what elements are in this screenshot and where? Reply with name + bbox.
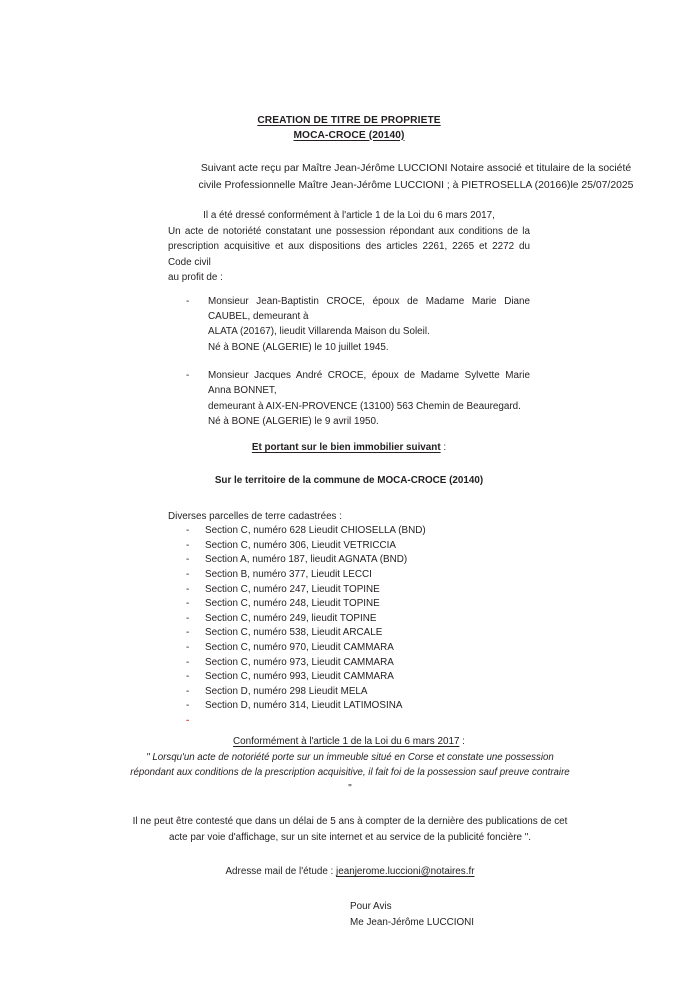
property-heading-text: Et portant sur le bien immobilier suivant: [251, 442, 441, 454]
parcel-text: Section C, numéro 248, Lieudit TOPINE: [205, 598, 380, 610]
beneficiary-line-1: Monsieur Jean-Baptistin CROCE, époux de Madame Marie Diane CAUBEL, demeurant à: [208, 295, 530, 323]
bullet-dash: -: [186, 598, 190, 610]
intro-centered-line: Il a été dressé conformément à l'article 1 de la Loi du 6 mars 2017,: [203, 210, 495, 221]
beneficiary-line-1: Monsieur Jacques André CROCE, époux de Madame Sylvette Marie Anna BONNET,: [208, 370, 530, 397]
document-title: [168, 114, 530, 143]
parcel-item: [168, 612, 530, 627]
law-quote-heading-colon: :: [459, 735, 465, 747]
study-email-line: [100, 866, 600, 877]
law-quote-line-2: répondant aux conditions de la prescription acquisitive, il fait foi de la possession sauf preuve contraire: [130, 767, 570, 779]
lead-line-2: civile Professionnelle Maître Jean-Jérôme LUCCIONI ; à PIETROSELLA (20166)le 25/07/2025: [198, 179, 634, 191]
parcel-item: [168, 685, 530, 700]
bullet-dash: -: [186, 714, 190, 726]
parcel-text: Section C, numéro 249, lieudit TOPINE: [205, 612, 377, 624]
study-email-address[interactable]: jeanjerome.luccioni@notaires.fr: [336, 866, 475, 878]
beneficiary-item: [168, 368, 530, 429]
bullet-dash: -: [186, 569, 190, 581]
bullet-dash: -: [186, 642, 190, 653]
parcel-text: Section C, numéro 993, Lieudit CAMMARA: [205, 671, 394, 683]
law-quote-line-1: " Lorsqu'un acte de notoriété porte sur un immeuble situé en Corse et constate une possession: [146, 751, 554, 763]
parcel-text: Section C, numéro 306, Lieudit VETRICCIA: [205, 539, 397, 551]
law-quote-heading: [168, 736, 530, 747]
beneficiary-line-2: demeurant à AIX-EN-PROVENCE (13100) 563 Chemin de Beauregard.: [208, 400, 521, 412]
bullet-dash: -: [186, 627, 190, 639]
signature-line-1: Pour Avis: [350, 901, 392, 913]
parcel-text: Section C, numéro 538, Lieudit ARCALE: [205, 627, 383, 639]
bullet-dash: -: [186, 656, 190, 668]
bullet-dash: -: [186, 295, 190, 307]
contestation-line-2: acte par voie d'affichage, sur un site internet et au service de la publicité foncière ".: [168, 832, 531, 844]
parcel-text: Section C, numéro 970, Lieudit CAMMARA: [205, 642, 394, 653]
commune-heading: Sur le territoire de la commune de MOCA-CROCE (20140): [214, 475, 484, 487]
parcel-text: Section C, numéro 973, Lieudit CAMMARA: [205, 656, 394, 668]
parcel-item: [168, 583, 530, 598]
parcel-text: Section A, numéro 187, lieudit AGNATA (BND): [205, 554, 408, 566]
intro-body: Un acte de notoriété constatant une possession répondant aux conditions de la prescription acquisitive et aux dispositions des articles 2261, 2265 et 2272 du Code civil: [168, 225, 530, 268]
parcel-item: [168, 553, 530, 568]
title-line-1: CREATION DE TITRE DE PROPRIETE: [257, 115, 441, 126]
parcel-text: Section C, numéro 247, Lieudit TOPINE: [205, 583, 380, 595]
lead-line-1: Suivant acte reçu par Maître Jean-Jérôme LUCCIONI Notaire associé et titulaire de la société: [200, 163, 632, 174]
beneficiary-line-2: ALATA (20167), lieudit Villarenda Maison du Soleil.: [208, 326, 430, 338]
bullet-dash: -: [186, 583, 190, 595]
parcel-text: Section D, numéro 298 Lieudit MELA: [205, 685, 368, 697]
bullet-dash: -: [186, 370, 190, 382]
bullet-dash: -: [186, 612, 190, 624]
intro-tail: au profit de :: [168, 272, 223, 284]
parcel-item: [168, 626, 530, 641]
bullet-dash: -: [186, 525, 190, 537]
parcel-item: [168, 539, 530, 554]
bullet-dash: -: [186, 700, 190, 712]
signature-line-2: Me Jean-Jérôme LUCCIONI: [350, 916, 475, 928]
beneficiary-item: [168, 294, 530, 355]
document-body: [130, 114, 634, 930]
law-quote-line-3: ": [348, 782, 352, 794]
beneficiaries-list: [168, 294, 530, 429]
contestation-paragraph: [100, 814, 600, 846]
bullet-dash: -: [186, 554, 190, 566]
bullet-dash: -: [186, 539, 190, 551]
contestation-line-1: Il ne peut être contesté que dans un délai de 5 ans à compter de la dernière des publications de cet: [132, 816, 568, 828]
beneficiary-line-3: Né à BONE (ALGERIE) le 9 avril 1950.: [208, 415, 379, 427]
parcel-item: [168, 656, 530, 671]
parcel-text: Section C, numéro 628 Lieudit CHIOSELLA (BND): [205, 525, 426, 537]
beneficiary-line-3: Né à BONE (ALGERIE) le 10 juillet 1945.: [208, 341, 389, 353]
title-line-2: MOCA-CROCE (20140): [293, 129, 405, 141]
parcel-item: [168, 524, 530, 539]
lead-paragraph: [166, 161, 666, 194]
property-heading-colon: :: [440, 442, 447, 454]
property-heading: [168, 442, 530, 453]
parcel-item: [168, 699, 530, 714]
bullet-dash: -: [186, 671, 190, 683]
law-quote: [100, 750, 600, 796]
bullet-dash: -: [186, 685, 190, 697]
signature-block: [350, 899, 530, 930]
parcels-list: [168, 524, 530, 726]
parcel-text: Section B, numéro 377, Lieudit LECCI: [205, 569, 372, 581]
parcels-intro: Diverses parcelles de terre cadastrées :: [168, 511, 342, 523]
law-quote-heading-text: Conformément à l'article 1 de la Loi du 6 mars 2017: [233, 735, 460, 747]
parcel-item: [168, 670, 530, 685]
parcel-item: [168, 641, 530, 656]
study-email-label: Adresse mail de l'étude :: [225, 866, 337, 878]
parcel-item: [168, 568, 530, 583]
parcel-item: [168, 597, 530, 612]
parcel-text: Section D, numéro 314, Lieudit LATIMOSINA: [205, 700, 403, 712]
